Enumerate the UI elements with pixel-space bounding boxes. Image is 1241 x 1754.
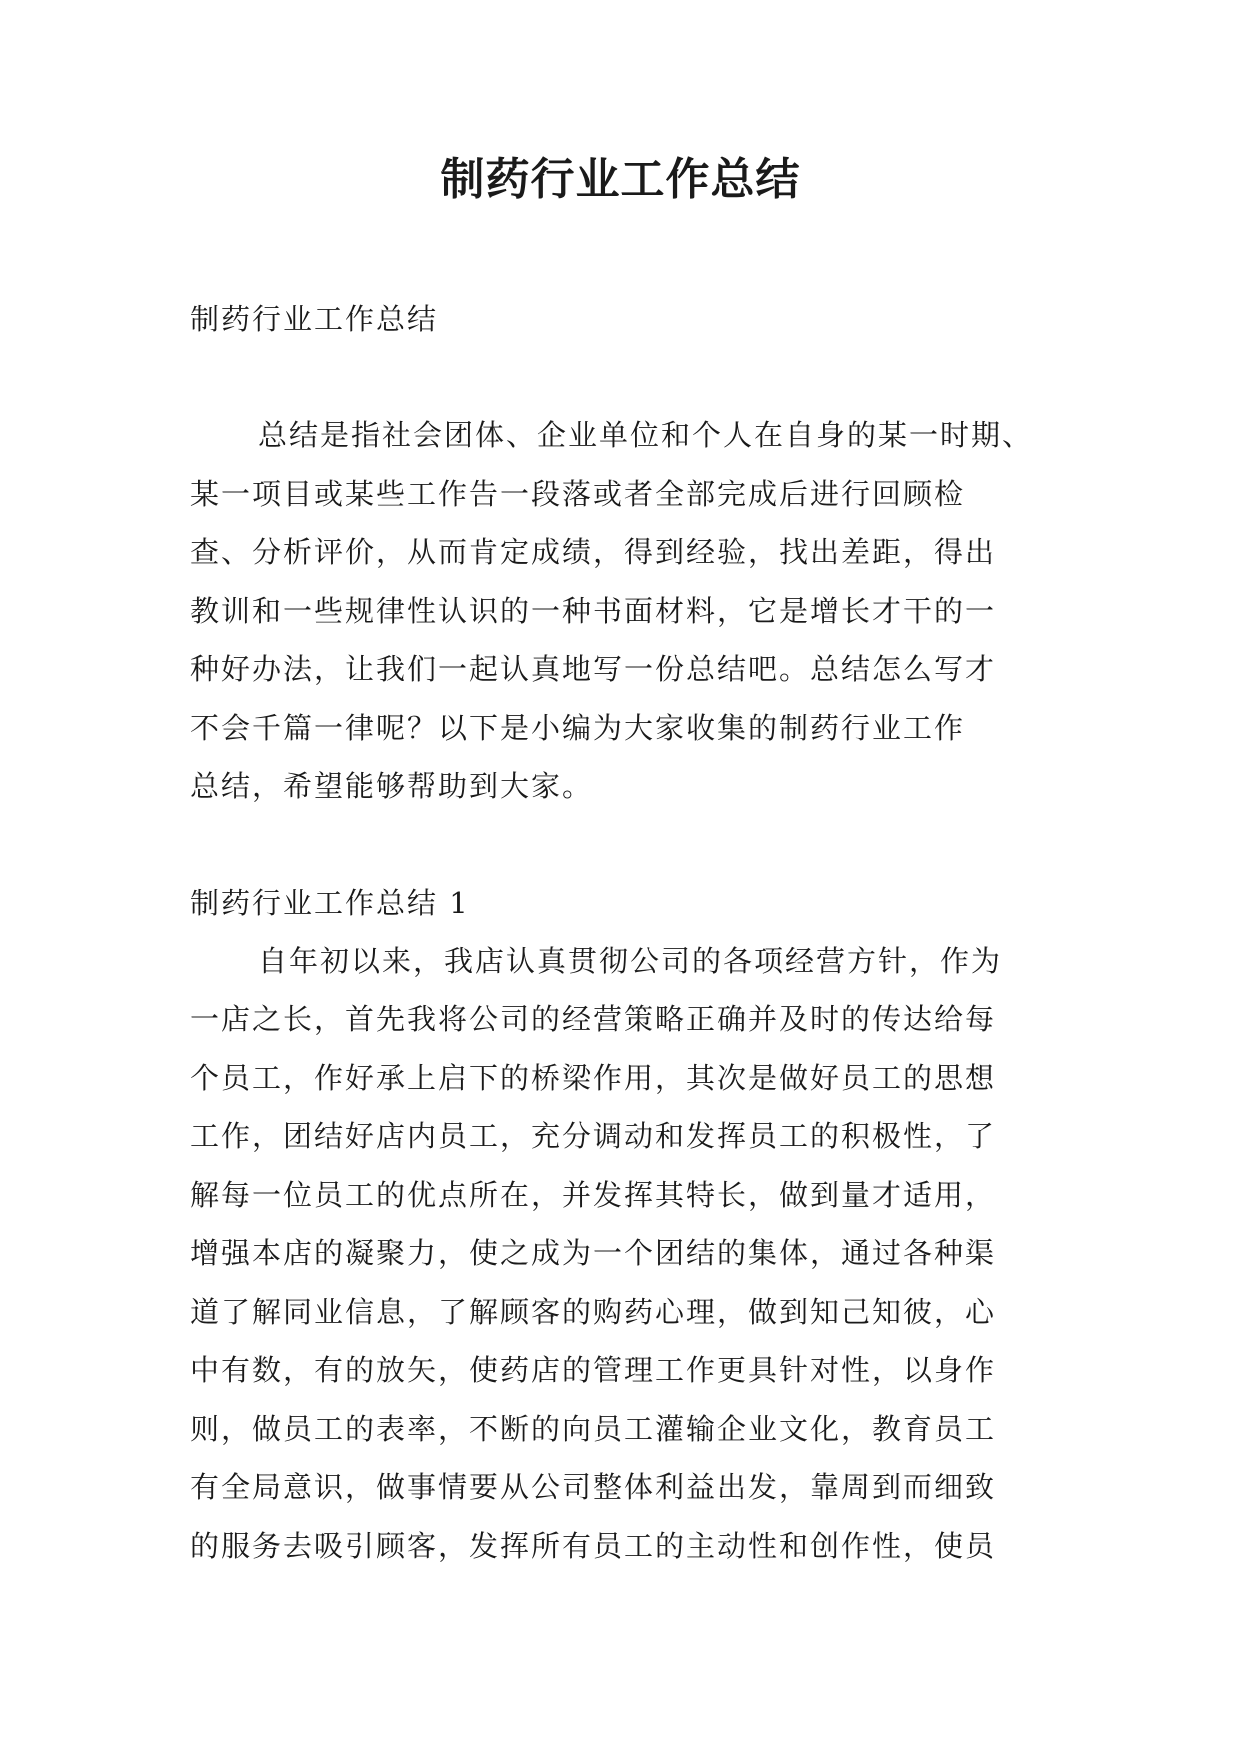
paragraph-line: 查、分析评价，从而肯定成绩，得到经验，找出差距，得出 bbox=[190, 535, 997, 569]
paragraph-line: 种好办法，让我们一起认真地写一份总结吧。总结怎么写才 bbox=[190, 652, 997, 686]
paragraph-line: 总结是指社会团体、企业单位和个人在自身的某一时期、 bbox=[258, 418, 1034, 452]
section1-paragraph bbox=[190, 932, 1070, 1576]
paragraph-line: 某一项目或某些工作告一段落或者全部完成后进行回顾检 bbox=[190, 476, 966, 511]
paragraph-line: 的服务去吸引顾客，发挥所有员工的主动性和创作性，使员 bbox=[190, 1528, 997, 1563]
paragraph-line: 则，做员工的表率，不断的向员工灌输企业文化，教育员工 bbox=[190, 1411, 997, 1446]
spacer bbox=[190, 348, 1070, 406]
subtitle-heading: 制药行业工作总结 bbox=[190, 302, 439, 336]
section-heading: 制药行业工作总结 1 bbox=[190, 885, 470, 920]
paragraph-line: 不会千篇一律呢？以下是小编为大家收集的制药行业工作 bbox=[190, 710, 966, 745]
paragraph-line: 解每一位员工的优点所在，并发挥其特长，做到量才适用， bbox=[190, 1177, 997, 1212]
paragraph-line: 道了解同业信息，了解顾客的购药心理，做到知己知彼，心 bbox=[190, 1294, 997, 1329]
paragraph-line: 有全局意识，做事情要从公司整体利益出发，靠周到而细致 bbox=[190, 1470, 997, 1504]
paragraph-line: 教训和一些规律性认识的一种书面材料，它是增长才干的一 bbox=[190, 593, 997, 628]
document-body bbox=[190, 290, 1070, 1575]
paragraph-line: 总结，希望能够帮助到大家。 bbox=[190, 769, 594, 803]
paragraph-line: 中有数，有的放矢，使药店的管理工作更具针对性，以身作 bbox=[190, 1353, 997, 1387]
document-title: 制药行业工作总结 bbox=[440, 154, 801, 205]
paragraph-line: 个员工，作好承上启下的桥梁作用，其次是做好员工的思想 bbox=[190, 1060, 997, 1095]
paragraph-line: 增强本店的凝聚力，使之成为一个团结的集体，通过各种渠 bbox=[190, 1236, 997, 1270]
intro-paragraph bbox=[190, 406, 1070, 816]
paragraph-line: 自年初以来，我店认真贯彻公司的各项经营方针，作为 bbox=[258, 943, 1003, 978]
paragraph-line: 一店之长，首先我将公司的经营策略正确并及时的传达给每 bbox=[190, 1002, 997, 1036]
spacer bbox=[190, 816, 1070, 874]
paragraph-line: 工作，团结好店内员工，充分调动和发挥员工的积极性，了 bbox=[190, 1119, 997, 1153]
